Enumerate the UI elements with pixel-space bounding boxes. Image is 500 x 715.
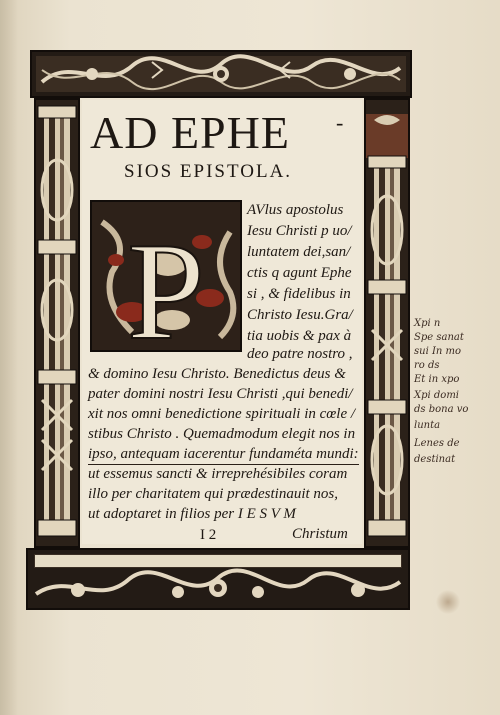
woodcut-frame-bottom	[26, 548, 410, 610]
margin-note: ds bona vo	[414, 404, 469, 415]
catchword: Christum	[292, 526, 348, 542]
title-line-1: AD EPHE	[90, 107, 290, 158]
margin-note: Xpi domi	[414, 390, 459, 401]
text-line-5: si , & fidelibus in	[247, 286, 351, 302]
text-line-9: & domino Iesu Christo. Benedictus deus &	[88, 366, 346, 382]
margin-note: Xpi n	[414, 318, 441, 329]
margin-note: sui In mo	[414, 346, 462, 357]
text-line-7: tia uobis & pax à	[247, 328, 352, 344]
text-line-10: pater domini nostri Iesu Christi ,qui benedi/	[88, 386, 353, 402]
woodcut-column-left	[34, 98, 80, 548]
text-line-14: ut essemus sancti & irreprehésibiles coram	[88, 466, 348, 482]
text-line-16: ut adoptaret in filios per I E S V M	[88, 506, 296, 522]
title-hyphen-mark: -	[336, 110, 344, 135]
text-line-6: Christo Iesu.Gra/	[247, 307, 353, 323]
text-line-12: stibus Christo . Quemadmodum elegit nos in	[88, 426, 356, 442]
title-line-2: SIOS EPISTOLA.	[124, 161, 293, 182]
initial-letter: P	[127, 214, 205, 350]
text-line-3: luntatem dei,san/	[247, 244, 351, 260]
margin-note: Lenes de	[414, 438, 460, 449]
text-line-13-underlined: ipso, antequam iacerentur fundaméta mundi:	[88, 444, 359, 465]
woodcut-column-right	[364, 98, 410, 548]
woodcut-frame-top	[30, 50, 412, 98]
decorated-initial	[90, 200, 242, 352]
margin-note: lunta	[414, 420, 441, 431]
text-line-1: AVlus apostolus	[247, 202, 344, 218]
margin-note: destinat	[414, 454, 456, 465]
margin-note: Spe sanat	[414, 332, 464, 343]
margin-note: ro ds	[414, 360, 440, 371]
text-line-15: illo per charitatem qui prædestinauit nos,	[88, 486, 338, 502]
signature-mark: I 2	[200, 527, 217, 543]
text-line-2: Iesu Christi p uo/	[247, 223, 352, 239]
page-gutter-shadow	[0, 0, 18, 715]
text-line-8: deo patre nostro ,	[247, 346, 353, 362]
text-line-11: xit nos omni benedictione spirituali in cœle /	[88, 406, 356, 422]
margin-note: Et in xpo	[414, 374, 460, 385]
paper-stain	[436, 590, 460, 614]
text-line-4: ctis q agunt Ephe	[247, 265, 352, 281]
